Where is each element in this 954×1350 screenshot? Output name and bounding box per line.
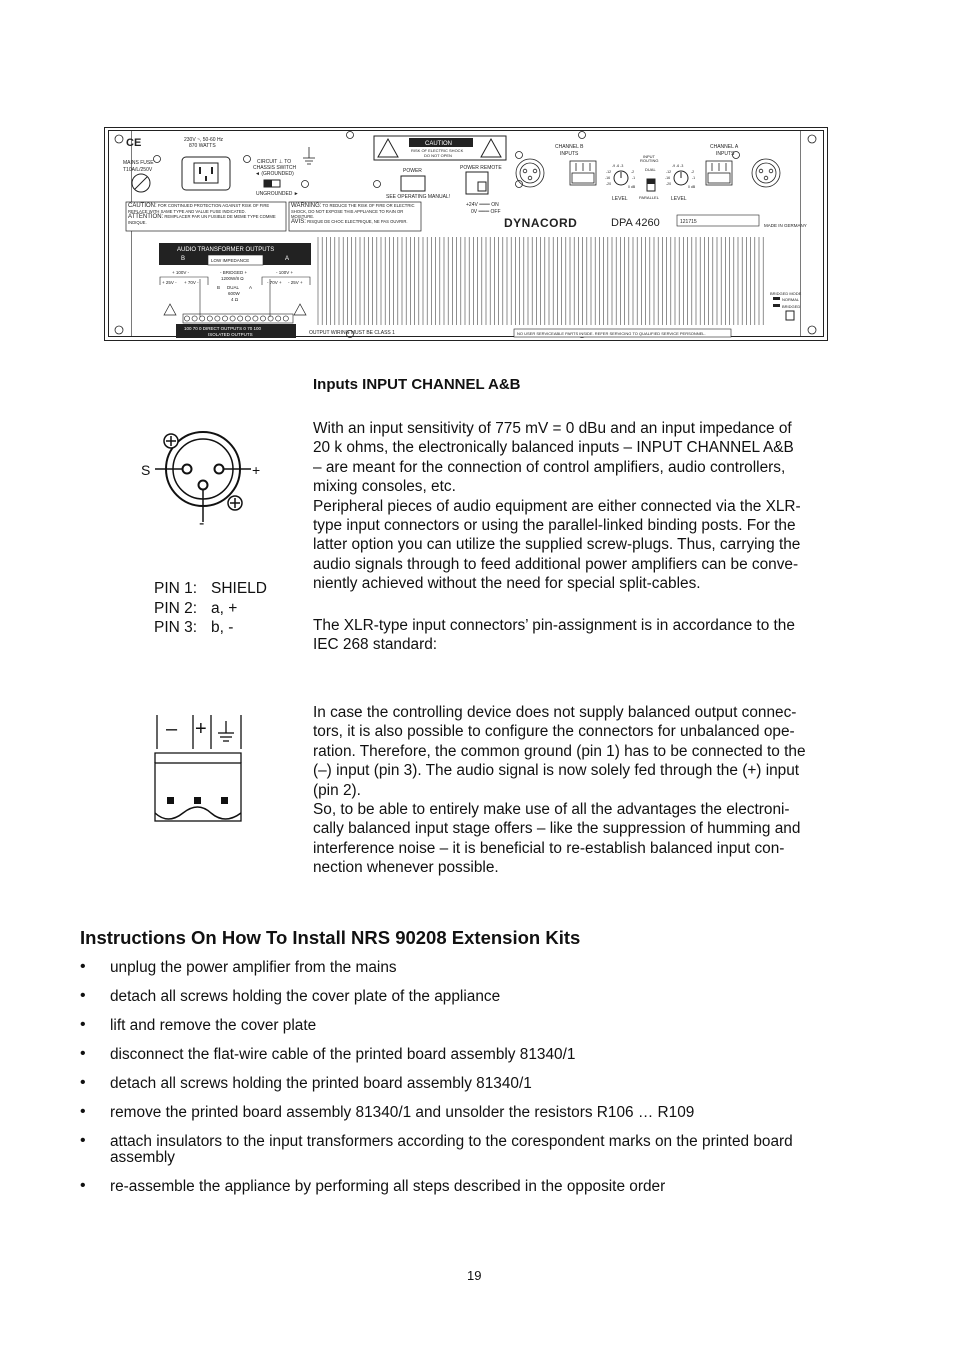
model-label: DPA 4260 [611, 217, 660, 229]
isolated-outputs-label: ISOLATED OUTPUTS [208, 332, 253, 337]
svg-text:A: A [249, 285, 253, 290]
channel-b-label: CHANNEL B [555, 144, 584, 150]
normal-label: NORMAL [782, 297, 800, 302]
input-routing-label-2: ROUTING [640, 158, 659, 163]
xlr-plus-label: + [252, 462, 261, 478]
svg-text:600W: 600W [228, 291, 240, 296]
svg-text:- 100V +: - 100V + [276, 270, 294, 275]
level-knob-a-icon[interactable] [674, 171, 688, 185]
power-switch[interactable] [401, 176, 425, 191]
svg-text:+ 70V -: + 70V - [184, 280, 199, 285]
on-label: +24V ═══ ON [466, 202, 499, 208]
page-number: 19 [467, 1268, 482, 1283]
dual-label: DUAL [645, 167, 656, 172]
caution-title: CAUTION [425, 141, 452, 147]
svg-text:-1: -1 [632, 176, 636, 180]
ce-mark: CE [126, 137, 142, 149]
terminal-minus-label: – [166, 718, 178, 740]
ato-b-label: B [181, 256, 186, 262]
terminal-plus-label: + [195, 718, 207, 740]
inputs-paragraph-2: The XLR-type input connectors’ pin-assignment is in accordance to the IEC 268 standard: [313, 617, 795, 654]
svg-text:+ 100V -: + 100V - [172, 270, 190, 275]
caution-line-1: RISK OF ELECTRIC SHOCK [411, 148, 464, 153]
lightning-warning-icon [378, 139, 398, 157]
attention-title: ATTENTION: [128, 214, 164, 220]
binding-post-b-icon [570, 161, 596, 185]
bridged-label: BRIDGED [782, 304, 801, 309]
direct-output-terminals [183, 314, 293, 323]
ungrounded-label: UNGROUNDED ► [256, 191, 299, 197]
channel-b-inputs-label: INPUTS [560, 151, 579, 157]
list-item: • lift and remove the cover plate [80, 1016, 317, 1034]
svg-text:-12: -12 [606, 170, 612, 174]
list-item: • re-assemble the appliance by performing all steps described in the opposite order [80, 1177, 666, 1195]
avis-text: RISQUE DE CHOC ELECTRIQUE, NE PAS OUVRIR. [307, 219, 408, 224]
pin-row: PIN 3: b, - [154, 619, 234, 636]
caution-line-2: DO NOT OPEN [424, 153, 452, 158]
attention-text: REMPLACER PAR UN FUSIBLE DE MEME TYPE COMME INDIQUE. [128, 214, 276, 225]
ato-a-label: A [285, 256, 290, 262]
caution-box-text: FOR CONTINUED PROTECTION AGAINST RISK OF FIRE REPLACE WITH SAME TYPE AND VALUE FUSE INDICATED. [128, 203, 270, 214]
svg-text:1200W/8 Ω: 1200W/8 Ω [221, 276, 244, 281]
xlr-input-b-icon [516, 159, 544, 187]
install-section-title: Instructions On How To Install NRS 90208 Extension Kits [80, 927, 581, 948]
warning-text: TO REDUCE THE RISK OF FIRE OR ELECTRIC SHOCK, DO NOT EXPOSE THIS APPLIANCE TO RAIN OR MOISTURE. [291, 203, 415, 219]
parallel-label: PARALLEL [639, 195, 659, 200]
level-knob-b-icon[interactable] [614, 171, 628, 185]
avis-title: AVIS: [291, 219, 306, 225]
screw-terminal-diagram [153, 713, 273, 825]
svg-text:-1: -1 [692, 176, 696, 180]
svg-text:-2: -2 [691, 170, 695, 174]
caution-box-title: CAUTION: [128, 203, 157, 209]
grounded-label: ◄ (GROUNDED) [255, 171, 294, 177]
svg-text:- 70V +: - 70V + [267, 280, 282, 285]
svg-text:-9 -6 -3: -9 -6 -3 [672, 164, 684, 168]
voltage-label: 230V ~, 50-60 Hz [184, 137, 224, 143]
ground-symbol-icon [218, 721, 234, 741]
list-item: • disconnect the flat-wire cable of the printed board assembly 81340/1 [80, 1045, 576, 1063]
warning-title: WARNING: [291, 203, 322, 209]
list-item: • detach all screws holding the printed board assembly 81340/1 [80, 1074, 532, 1092]
svg-text:-20: -20 [606, 182, 612, 186]
power-label: POWER [403, 168, 422, 174]
brand-logo: DYNACORD [504, 216, 578, 230]
xlr-shield-label: S [141, 462, 151, 478]
svg-text:+ 25V -: + 25V - [162, 280, 177, 285]
watts-label: 870 WATTS [189, 143, 216, 149]
svg-text:-16: -16 [605, 176, 611, 180]
channel-a-label: CHANNEL A [710, 144, 739, 150]
ground-symbol-icon [303, 147, 315, 164]
pin-row: PIN 2: a, + [154, 599, 238, 617]
made-in-label: MADE IN GERMANY [764, 223, 807, 228]
svg-text:- BRIDGED +: - BRIDGED + [220, 270, 248, 275]
list-item: • remove the printed board assembly 81340/1 and unsolder the resistors R106 … R109 [80, 1103, 695, 1121]
svg-text:- 25V +: - 25V + [288, 280, 303, 285]
xlr-minus-label: - [199, 515, 205, 532]
svg-text:0 dB: 0 dB [628, 185, 636, 189]
list-item: • attach insulators to the input transformers according to the corespondent marks on the printed board assembly [80, 1132, 793, 1166]
iec-power-inlet-icon [182, 157, 230, 190]
svg-text:-9 -6 -3: -9 -6 -3 [612, 164, 624, 168]
panel-screws [115, 132, 816, 338]
channel-a-inputs-label: INPUTS [716, 151, 735, 157]
svg-text:-16: -16 [665, 176, 671, 180]
level-a-label: LEVEL [671, 196, 687, 202]
mains-fuse-label: MAINS FUSE [123, 160, 154, 166]
list-item: • detach all screws holding the cover plate of the appliance [80, 987, 501, 1005]
svg-text:-12: -12 [666, 170, 672, 174]
svg-text:-20: -20 [666, 182, 672, 186]
install-steps-list [80, 960, 860, 1195]
low-impedance-label: LOW IMPEDANCE [211, 258, 250, 263]
ato-title: AUDIO TRANSFORMER OUTPUTS [177, 247, 275, 253]
circuit-label-1: CIRCUIT ⊥ TO [257, 159, 292, 165]
svg-text:-2: -2 [631, 170, 635, 174]
see-manual-label: SEE OPERATING MANUAL! [386, 194, 451, 200]
input-routing-label-1: INPUT [643, 154, 655, 159]
inputs-section-title: Inputs INPUT CHANNEL A&B [313, 376, 521, 393]
power-remote-label: POWER REMOTE [460, 165, 502, 171]
exclamation-warning-icon [481, 139, 501, 157]
bridged-mode-switch[interactable] [786, 311, 794, 320]
rear-panel-illustration [104, 127, 828, 341]
svg-text:4 Ω: 4 Ω [231, 297, 239, 302]
bridged-mode-label: BRIDGED MODE [770, 291, 802, 296]
binding-post-a-icon [706, 161, 732, 185]
pin-assignment-list [154, 579, 267, 638]
inputs-paragraph-3: In case the controlling device does not supply balanced output connec- tors, it is also possible to configure the connectors for unbalanced ope- ration. Therefore, the common ground (pin 1) has to be connected to the (–) input (pin 3). The audio signal is now solely fed through the (+) input (pin 2). So, to be able to entirely make use of all the advantages the electroni- cally balanced input stage offers – like the suppression of humming and interference noise – it is beneficial to re-establish balanced input con- nection whenever possible. [313, 704, 806, 877]
service-notice-label: NO USER SERVICEABLE PARTS INSIDE. REFER SERVICING TO QUALIFIED SERVICE PERSONNEL. [517, 331, 706, 336]
svg-text:B: B [217, 285, 221, 290]
class1-label: OUTPUT WIRING MUST BE CLASS 1 [309, 330, 395, 336]
direct-outputs-label: 100 70 0 DIRECT OUTPUTS 0 70 100 [184, 326, 261, 331]
list-item: • unplug the power amplifier from the mains [80, 958, 397, 976]
off-label: 0V ═══ OFF [471, 209, 501, 215]
xlr-input-a-icon [752, 159, 780, 187]
xlr-pin-diagram [135, 425, 275, 535]
serial-label: 121715 [680, 219, 697, 225]
svg-text:DUAL: DUAL [227, 285, 240, 290]
inputs-paragraph-1: With an input sensitivity of 775 mV = 0 dBu and an input impedance of 20 k ohms, the electronically balanced inputs – INPUT CHANNEL A&B – are meant for the connection of control amplifiers, audio controllers, mixing consoles, etc. Peripheral pieces of audio equipment are either connected via the XLR- type input connectors or using the parallel-linked binding posts. For the latter option you can utilize the supplied screw-plugs. Thus, carrying the audio signals through to feed additional power amplifiers can be conve- niently achieved without the need for special split-cables. [313, 420, 801, 593]
output-warning-icons [164, 304, 306, 315]
fuse-rating-label: T10A/L/250V [123, 167, 153, 173]
svg-text:0 dB: 0 dB [688, 185, 696, 189]
pin-row: PIN 1: SHIELD [154, 580, 267, 597]
circuit-label-2: CHASSIS SWITCH [253, 165, 297, 171]
level-b-label: LEVEL [612, 196, 628, 202]
